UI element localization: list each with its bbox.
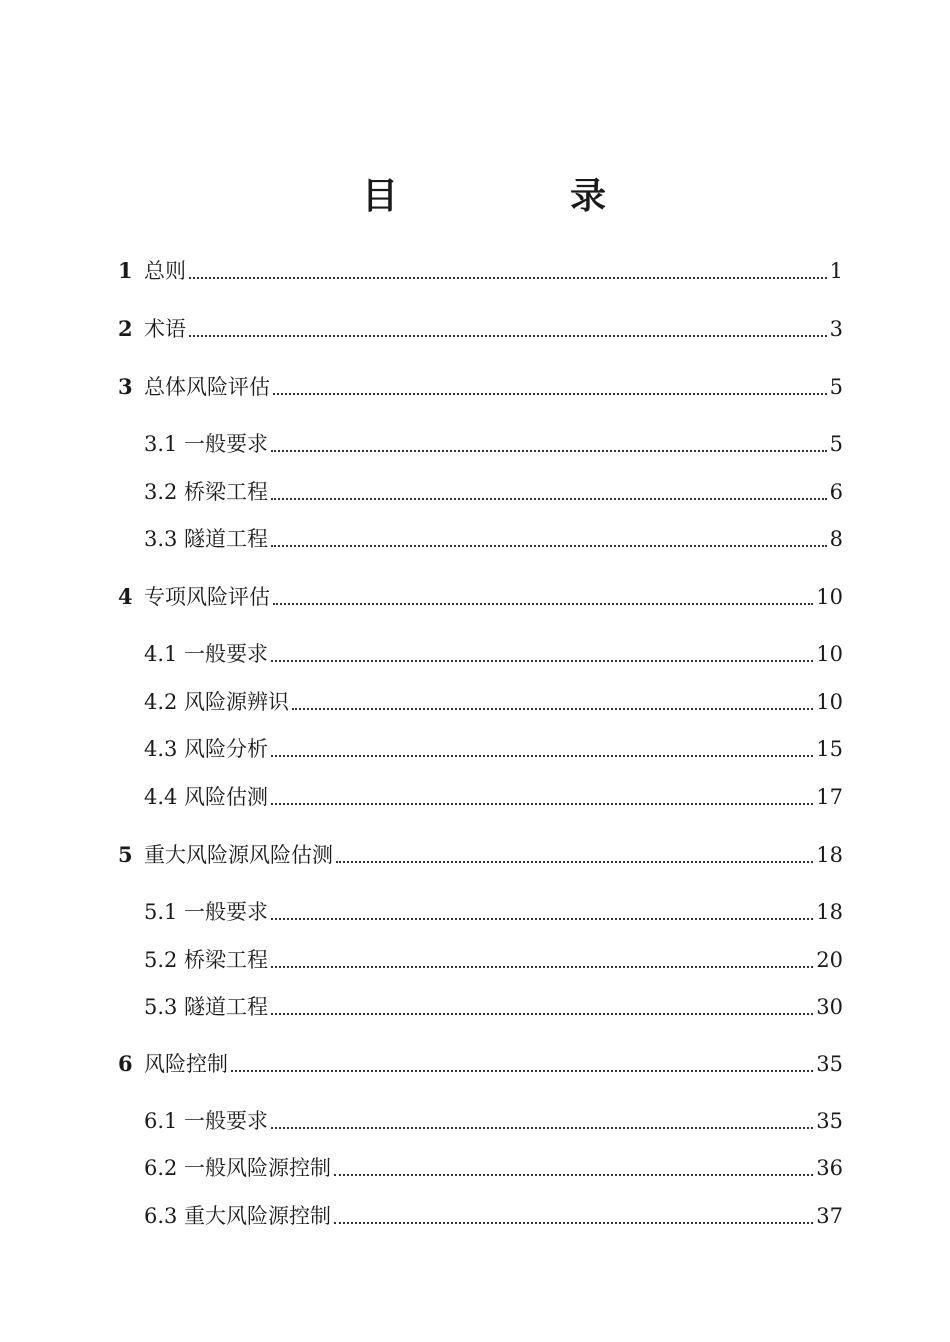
toc-entry-title: 一般要求 <box>184 900 268 924</box>
dot-leader <box>271 497 827 500</box>
toc-entry-page: 5 <box>829 375 843 399</box>
toc-entry[interactable] <box>118 580 843 610</box>
dot-leader <box>271 1012 813 1015</box>
dot-leader <box>271 965 813 968</box>
toc-entry[interactable] <box>118 312 843 342</box>
toc-entry-title: 专项风险评估 <box>144 585 270 609</box>
dot-leader <box>273 602 813 605</box>
toc-entry-number: 3.2 <box>144 480 178 504</box>
toc-entry-page: 30 <box>816 995 843 1019</box>
toc-entry-page: 17 <box>816 785 843 809</box>
toc-entry-number: 3.3 <box>144 527 178 551</box>
toc-entry-number: 5.1 <box>144 900 178 924</box>
toc-entry-title: 隧道工程 <box>184 527 268 551</box>
toc-entry-title: 一般要求 <box>184 642 268 666</box>
toc-entry-page: 20 <box>816 948 843 972</box>
toc-entry-page: 35 <box>816 1052 843 1076</box>
toc-entry[interactable] <box>144 780 843 810</box>
toc-entry-page: 37 <box>816 1204 843 1228</box>
toc-entry[interactable] <box>144 895 843 925</box>
toc-entry-number: 5.3 <box>144 995 178 1019</box>
toc-entry-title: 术语 <box>144 317 186 341</box>
dot-leader <box>271 659 813 662</box>
dot-leader <box>189 334 827 337</box>
dot-leader <box>271 1126 813 1129</box>
toc-entry-number: 3 <box>118 374 133 399</box>
dot-leader <box>334 1221 813 1224</box>
toc-entry-page: 35 <box>816 1109 843 1133</box>
toc-entry[interactable] <box>144 1104 843 1134</box>
dot-leader <box>189 276 827 279</box>
toc-entry[interactable] <box>118 1047 843 1077</box>
toc-entry[interactable] <box>144 685 843 715</box>
toc-entry[interactable] <box>144 637 843 667</box>
toc-entry-number: 6.2 <box>144 1156 178 1180</box>
toc-entry-title: 桥梁工程 <box>184 480 268 504</box>
dot-leader <box>271 754 813 757</box>
toc-entry-page: 18 <box>816 843 843 867</box>
toc-entry-number: 5 <box>118 842 133 867</box>
toc-entry-title: 隧道工程 <box>184 995 268 1019</box>
toc-entry-title: 一般风险源控制 <box>184 1156 331 1180</box>
toc-entry-number: 4.4 <box>144 785 178 809</box>
toc-entry-page: 8 <box>829 527 843 551</box>
toc-entry-number: 2 <box>118 316 133 341</box>
toc-entry[interactable] <box>144 732 843 762</box>
toc-entry-title: 重大风险源风险估测 <box>144 843 333 867</box>
toc-entry-page: 15 <box>816 737 843 761</box>
toc-entry[interactable] <box>118 370 843 400</box>
toc-entry-page: 10 <box>816 585 843 609</box>
toc-entry[interactable] <box>144 1199 843 1229</box>
toc-entry-number: 6.3 <box>144 1204 178 1228</box>
toc-entry-title: 风险源辨识 <box>184 690 289 714</box>
toc-entry-number: 1 <box>118 258 133 283</box>
toc-entry-page: 36 <box>816 1156 843 1180</box>
toc-entry-page: 18 <box>816 900 843 924</box>
dot-leader <box>271 544 827 547</box>
toc-entry-title: 总则 <box>144 259 186 283</box>
dot-leader <box>273 392 827 395</box>
dot-leader <box>271 802 813 805</box>
toc-entry-title: 一般要求 <box>184 1109 268 1133</box>
toc-entry-page: 6 <box>829 480 843 504</box>
dot-leader <box>231 1069 813 1072</box>
toc-entry-number: 3.1 <box>144 432 178 456</box>
toc-entry-number: 5.2 <box>144 948 178 972</box>
toc-entry-title: 风险分析 <box>184 737 268 761</box>
toc-entry-number: 4.3 <box>144 737 178 761</box>
toc-entry-page: 3 <box>829 317 843 341</box>
dot-leader <box>292 707 813 710</box>
toc-entry-page: 5 <box>829 432 843 456</box>
toc-entry[interactable] <box>118 838 843 868</box>
toc-entry-number: 6.1 <box>144 1109 178 1133</box>
toc-entry-title: 重大风险源控制 <box>184 1204 331 1228</box>
toc-entry[interactable] <box>144 943 843 973</box>
toc-entry-number: 4.1 <box>144 642 178 666</box>
dot-leader <box>336 860 813 863</box>
toc-entry-number: 4 <box>118 584 133 609</box>
toc-entry-title: 风险控制 <box>144 1052 228 1076</box>
toc-title: 目 录 <box>361 176 674 217</box>
toc-entry[interactable] <box>118 254 843 284</box>
toc-entry-title: 总体风险评估 <box>144 375 270 399</box>
dot-leader <box>334 1173 813 1176</box>
toc-entry-title: 风险估测 <box>184 785 268 809</box>
toc-entry-number: 4.2 <box>144 690 178 714</box>
toc-entry-page: 1 <box>829 259 843 283</box>
toc-entry-page: 10 <box>816 642 843 666</box>
toc-entry[interactable] <box>144 427 843 457</box>
toc-entry[interactable] <box>144 522 843 552</box>
dot-leader <box>271 449 827 452</box>
toc-entry-title: 桥梁工程 <box>184 948 268 972</box>
toc-entry-title: 一般要求 <box>184 432 268 456</box>
dot-leader <box>271 917 813 920</box>
toc-entry[interactable] <box>144 475 843 505</box>
toc-entry-number: 6 <box>118 1051 133 1076</box>
toc-entry[interactable] <box>144 1151 843 1181</box>
toc-entry-page: 10 <box>816 690 843 714</box>
toc-entry[interactable] <box>144 990 843 1020</box>
